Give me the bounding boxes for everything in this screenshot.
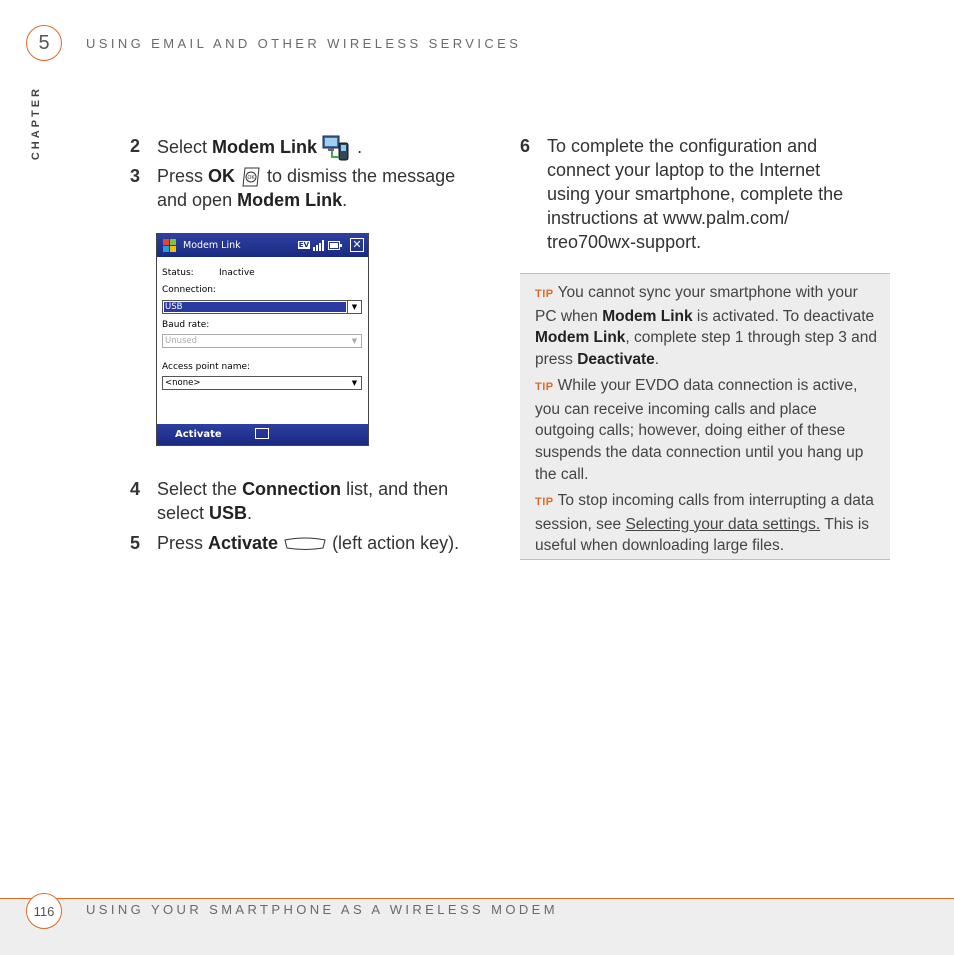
step-2	[130, 134, 490, 160]
tip-label: TIP	[535, 496, 554, 508]
chevron-down-icon: ▼	[351, 337, 358, 345]
step-text-post: (left action key).	[327, 533, 460, 553]
step-6-line: connect your laptop to the Internet	[547, 160, 821, 180]
step-3	[130, 164, 490, 214]
soft-key-bar	[157, 424, 368, 445]
connection-select[interactable]	[162, 300, 362, 314]
step-text	[157, 164, 497, 212]
tip-label: TIP	[535, 288, 554, 300]
step-6-line: instructions at www.palm.com/	[547, 208, 790, 228]
tip-bold: Modem Link	[535, 329, 626, 347]
step-text	[157, 134, 362, 162]
left-action-key-icon	[283, 537, 327, 551]
tip-text: While your EVDO data connection is active, you can receive incoming calls and place outgoing calls; however, doing either of these suspends the data connection until you hang up the call.	[535, 377, 864, 483]
tip-text: , complete step 1 through step 3 and press	[535, 329, 878, 369]
close-icon[interactable]: ✕	[350, 238, 364, 252]
modem-link-screenshot	[156, 233, 369, 446]
page-number: 116	[33, 903, 55, 919]
tip-sync	[535, 282, 880, 371]
step-text-mid: to dismiss the message	[262, 166, 456, 186]
tip-text: This is useful when downloading large files.	[535, 515, 870, 555]
tip-text: is activated. To deactivate	[692, 307, 875, 325]
modem-link-bold: Modem Link	[212, 136, 318, 157]
activate-bold: Activate	[208, 533, 279, 553]
screen-title: Modem Link	[183, 240, 241, 251]
running-header: USING EMAIL AND OTHER WIRELESS SERVICES	[86, 36, 522, 51]
step-text-pre: Press	[157, 166, 209, 186]
tip-bold: Deactivate	[577, 351, 655, 369]
tip-evdo	[535, 375, 880, 486]
svg-text:OK: OK	[247, 175, 255, 182]
apn-select[interactable]	[162, 376, 362, 390]
step-number: 6	[520, 136, 531, 156]
connection-selection-highlight	[164, 302, 346, 312]
step-text-end: .	[342, 190, 348, 211]
tip-text: You cannot sync your smartphone with your PC when	[535, 284, 858, 325]
chevron-down-icon: ▼	[351, 379, 358, 387]
connection-value: USB	[165, 302, 183, 312]
chevron-down-icon: ▼	[347, 301, 361, 313]
apn-value: <none>	[165, 378, 201, 388]
tip-text: To stop incoming calls from interrupting a data session, see	[535, 492, 874, 533]
tip-incoming-calls	[535, 490, 880, 557]
step-text-end: .	[247, 503, 253, 523]
step-text-mid: list, and then	[341, 479, 449, 499]
page-number-badge	[26, 893, 62, 929]
step-text	[157, 531, 502, 555]
windows-start-icon	[163, 239, 176, 252]
status-value: Inactive	[219, 268, 255, 278]
screen-title-bar	[157, 234, 368, 257]
connection-label: Connection:	[162, 285, 216, 295]
step-text-pre: Press	[157, 533, 209, 553]
baud-rate-label: Baud rate:	[162, 320, 210, 330]
usb-bold: USB	[209, 503, 248, 523]
tip-label: TIP	[535, 381, 554, 393]
running-footer: USING YOUR SMARTPHONE AS A WIRELESS MODEM	[86, 902, 558, 917]
modem-link-bold: Modem Link	[237, 190, 343, 211]
step-text-line2: select	[157, 503, 210, 523]
baud-rate-select	[162, 334, 362, 348]
step-number: 5	[130, 533, 141, 553]
battery-icon	[328, 241, 342, 250]
evdo-badge: EV	[298, 241, 309, 249]
step-text-post: .	[352, 136, 363, 157]
tip-text: .	[654, 351, 660, 369]
step-6-line: treo700wx-support.	[547, 232, 702, 252]
step-number: 4	[130, 479, 141, 499]
step-text	[547, 134, 887, 254]
modem-link-app-icon	[322, 134, 352, 162]
step-text-pre: Select	[157, 136, 213, 157]
data-settings-link[interactable]: Selecting your data settings.	[625, 515, 821, 533]
connection-bold: Connection	[242, 479, 342, 499]
chapter-side-label: CHAPTER	[30, 86, 42, 161]
step-6-line: using your smartphone, complete the	[547, 184, 844, 204]
ok-button-icon	[240, 166, 262, 188]
apn-label: Access point name:	[162, 362, 251, 372]
status-icons	[298, 238, 342, 252]
tips-box	[520, 273, 890, 560]
tip-bold: Modem Link	[602, 307, 693, 325]
step-6-line: To complete the configuration and	[547, 136, 818, 156]
status-label	[162, 268, 194, 278]
chapter-number: 5	[38, 31, 50, 54]
signal-strength-icon	[313, 240, 325, 251]
step-text-pre: Select the	[157, 479, 243, 499]
step-text	[157, 477, 497, 525]
step-number: 2	[130, 136, 141, 156]
status-label-text: Status:	[162, 268, 194, 278]
baud-rate-value: Unused	[165, 336, 198, 346]
step-5	[130, 531, 490, 557]
ok-bold: OK	[208, 166, 236, 186]
step-number: 3	[130, 166, 141, 186]
chapter-number-badge	[26, 25, 62, 61]
step-4	[130, 477, 490, 527]
step-text-line2: and open	[157, 190, 238, 211]
activate-softkey[interactable]: Activate	[175, 429, 222, 440]
keyboard-icon[interactable]	[255, 428, 269, 439]
